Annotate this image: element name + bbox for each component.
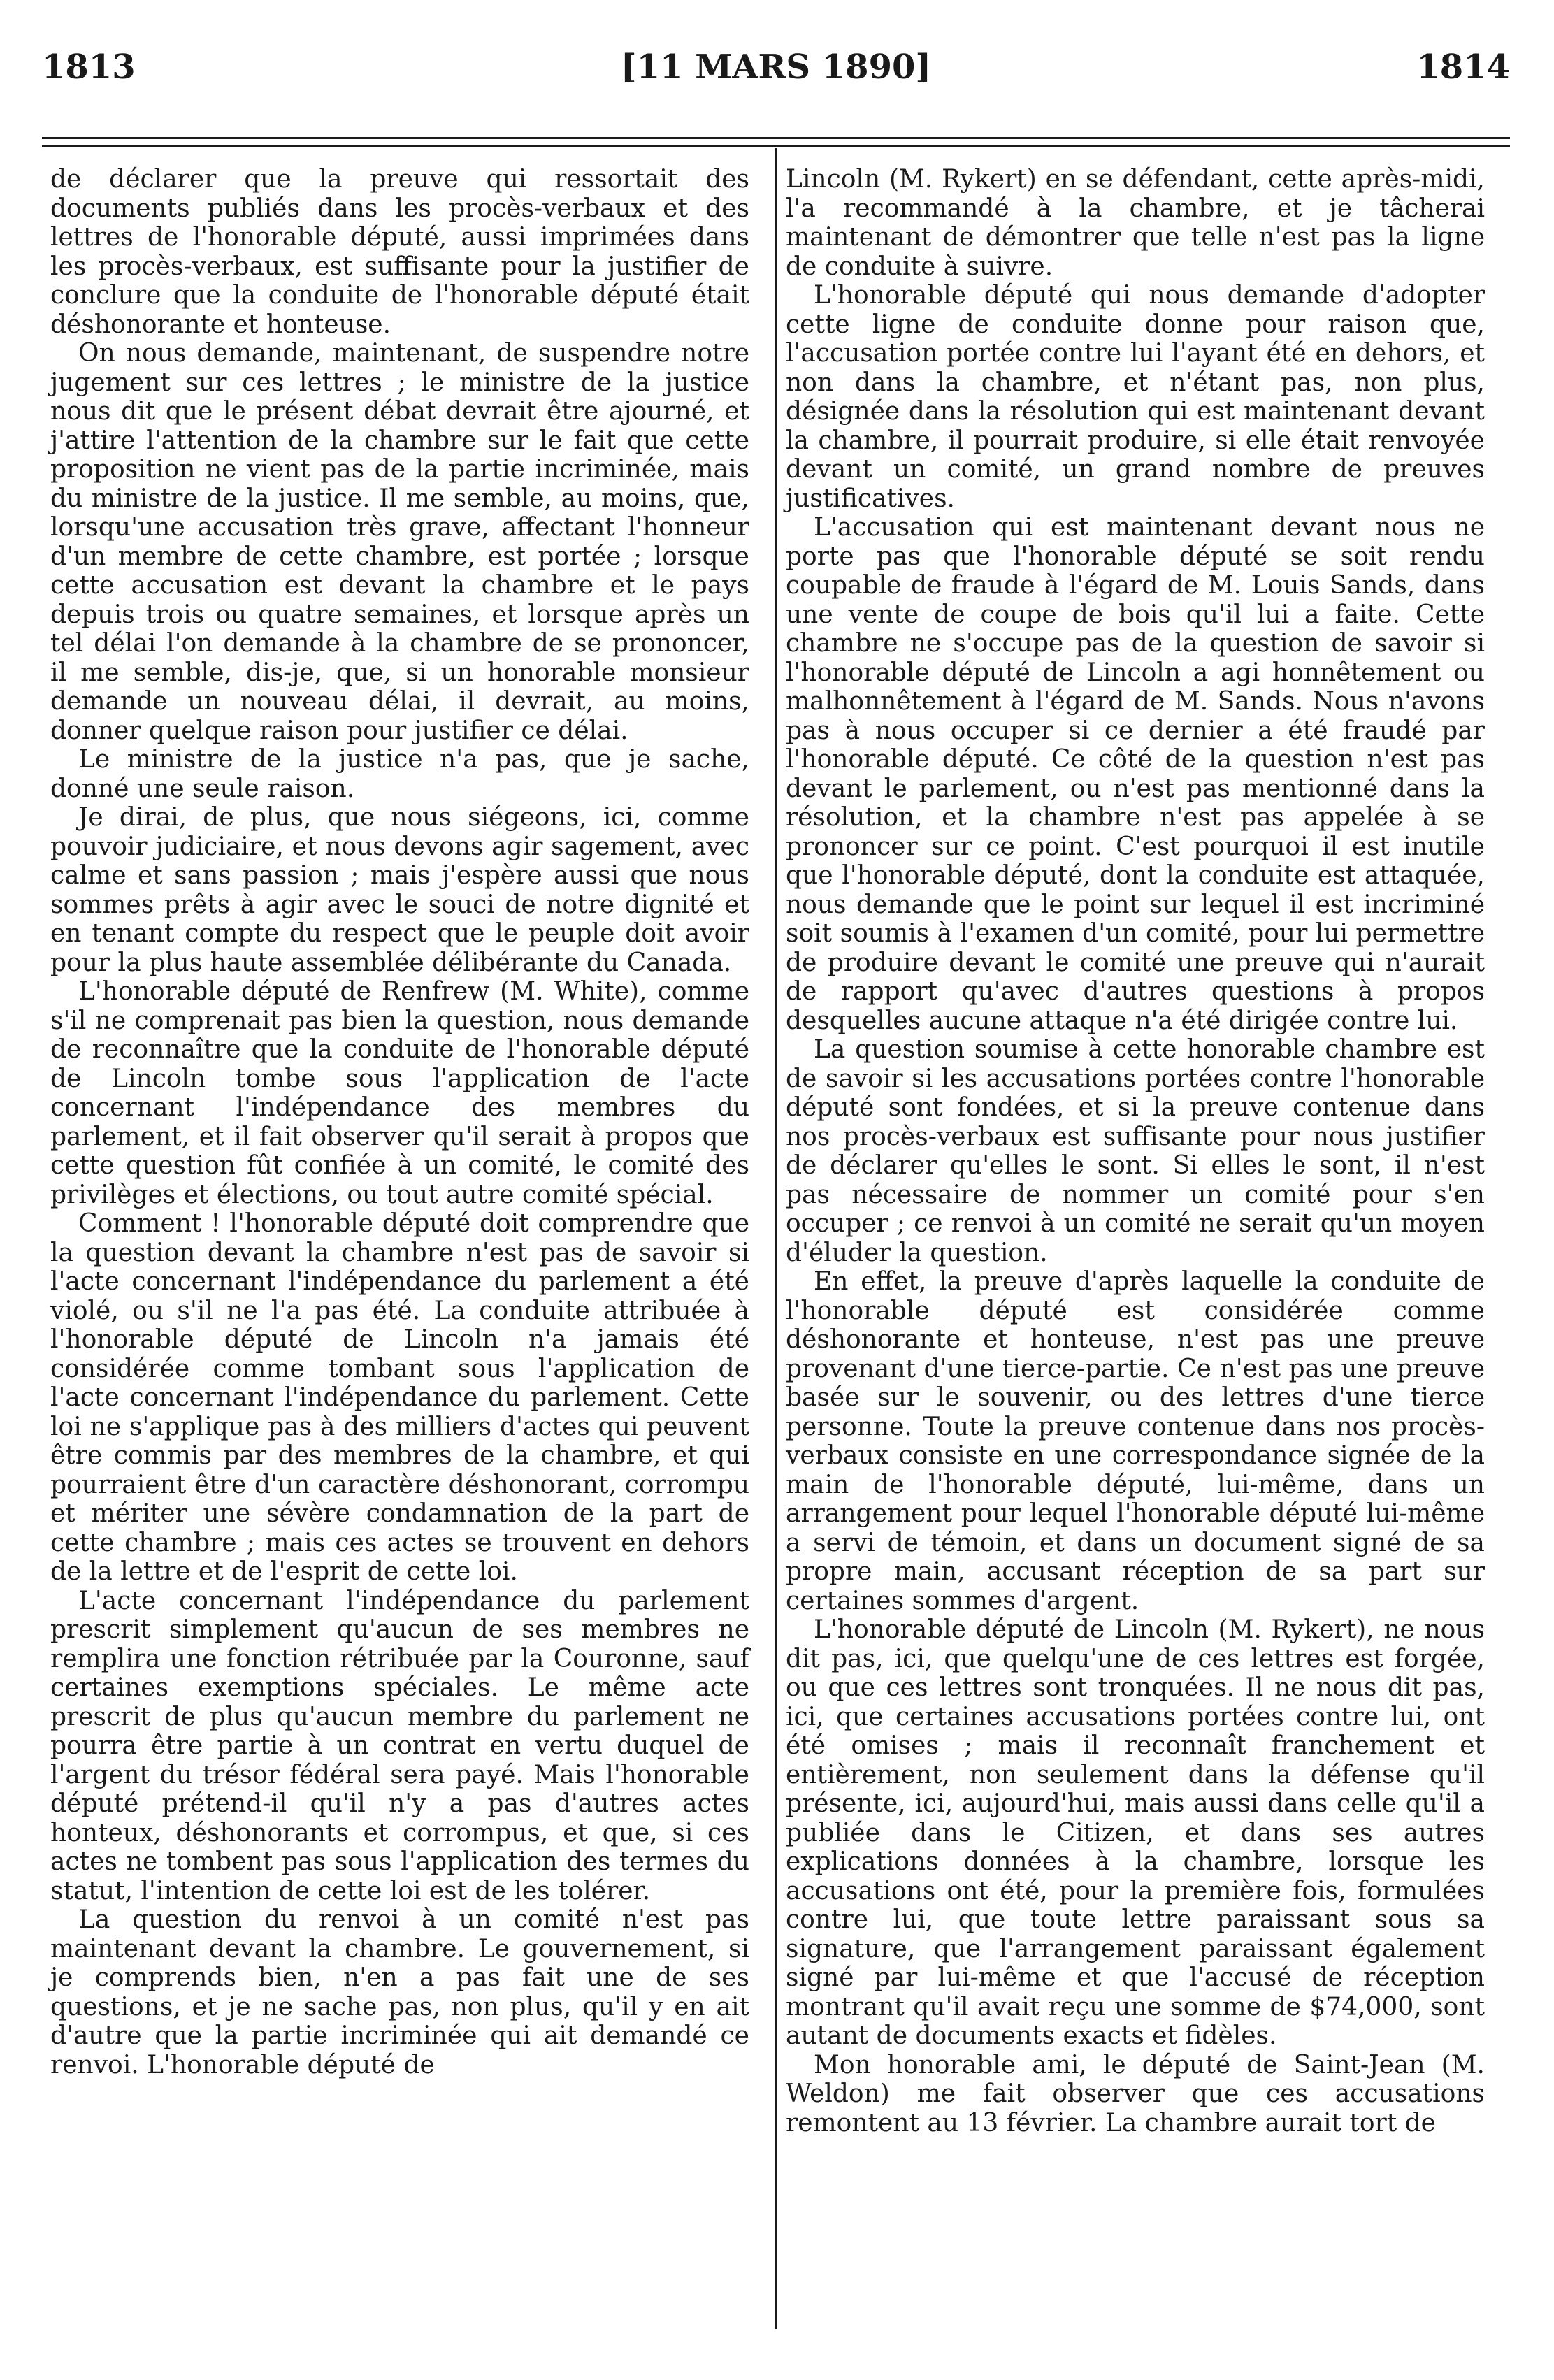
paragraph: Je dirai, de plus, que nous siégeons, ici, comme pouvoir judiciaire, et nous devons agir sagement, avec calme et sans passion ; mais j'espère aussi que nous sommes prêts à agir avec le souci de notre dignité et en tenant compte du respect que le peuple doit avoir pour la plus haute assemblée délibérante du Canada.: [50, 803, 749, 977]
paragraph: La question du renvoi à un comité n'est pas maintenant devant la chambre. Le gouvernement, si je comprends bien, n'en a pas fait une de ses questions, et je ne sache pas, non plus, qu'il y en ait d'autre que la partie incriminée qui ait demandé ce renvoi. L'honorable député de: [50, 1905, 749, 2079]
paragraph: La question soumise à cette honorable chambre est de savoir si les accusations portées contre l'honorable député sont fondées, et si la preuve contenue dans nos procès-verbaux est suffisante pour nous justifier de déclarer qu'elles le sont. Si elles le sont, il n'est pas nécessaire de nommer un comité pour s'en occuper ; ce renvoi à un comité ne serait qu'un moyen d'éluder la question.: [786, 1035, 1485, 1267]
header-rule-bottom: [42, 145, 1510, 147]
column-divider: [775, 148, 777, 2329]
paragraph: On nous demande, maintenant, de suspendre notre jugement sur ces lettres ; le ministre de la justice nous dit que le présent débat devrait être ajourné, et j'attire l'attention de la chambre sur le fait que cette proposition ne vient pas de la partie incriminée, mais du ministre de la justice. Il me semble, au moins, que, lorsqu'une accusation très grave, affectant l'honneur d'un membre de cette chambre, est portée ; lorsque cette accusation est devant la chambre et le pays depuis trois ou quatre semaines, et lorsque après un tel délai l'on demande à la chambre de se prononcer, il me semble, dis-je, que, si un honorable monsieur demande un nouveau délai, il devrait, au moins, donner quelque raison pour justifier ce délai.: [50, 339, 749, 745]
paragraph: L'honorable député de Renfrew (M. White), comme s'il ne comprenait pas bien la question, nous demande de reconnaître que la conduite de l'honorable député de Lincoln tombe sous l'application de l'acte concernant l'indépendance des membres du parlement, et il fait observer qu'il serait à propos que cette question fût confiée à un comité, le comité des privilèges et élections, ou tout autre comité spécial.: [50, 977, 749, 1209]
right-column: [786, 165, 1485, 2137]
left-column: [50, 165, 749, 2079]
paragraph: Lincoln (M. Rykert) en se défendant, cette après-midi, l'a recommandé à la chambre, et je tâcherai maintenant de démontrer que telle n'est pas la ligne de conduite à suivre.: [786, 165, 1485, 281]
left-page-number: 1813: [42, 48, 136, 87]
page-header: [42, 48, 1510, 96]
paragraph: de déclarer que la preuve qui ressortait des documents publiés dans les procès-verbaux et des lettres de l'honorable député, aussi imprimées dans les procès-verbaux, est suffisante pour la justifier de conclure que la conduite de l'honorable député était déshonorante et honteuse.: [50, 165, 749, 339]
paragraph: L'accusation qui est maintenant devant nous ne porte pas que l'honorable député se soit rendu coupable de fraude à l'égard de M. Louis Sands, dans une vente de coupe de bois qu'il lui a faite. Cette chambre ne s'occupe pas de la question de savoir si l'honorable député de Lincoln a agi honnêtement ou malhonnêtement à l'égard de M. Sands. Nous n'avons pas à nous occuper si ce dernier a été fraudé par l'honorable député. Ce côté de la question n'est pas devant le parlement, ou n'est pas mentionné dans la résolution, et la chambre n'est pas appelée à se prononcer sur ce point. C'est pourquoi il est inutile que l'honorable député, dont la conduite est attaquée, nous demande que le point sur lequel il est incriminé soit soumis à l'examen d'un comité, pour lui permettre de produire devant le comité une preuve qui n'aurait de rapport qu'avec d'autres questions à propos desquelles aucune attaque n'a été dirigée contre lui.: [786, 513, 1485, 1035]
paragraph: L'honorable député de Lincoln (M. Rykert), ne nous dit pas, ici, que quelqu'une de ces lettres est forgée, ou que ces lettres sont tronquées. Il ne nous dit pas, ici, que certaines accusations portées contre lui, ont été omises ; mais il reconnaît franchement et entièrement, non seulement dans la défense qu'il présente, ici, aujourd'hui, mais aussi dans celle qu'il a publiée dans le Citizen, et dans ses autres explications données à la chambre, lorsque les accusations ont été, pour la première fois, formulées contre lui, que toute lettre paraissant sous sa signature, que l'arrangement paraissant également signé par lui-même et que l'accusé de réception montrant qu'il avait reçu une somme de $74,000, sont autant de documents exacts et fidèles.: [786, 1615, 1485, 2050]
paragraph: L'honorable député qui nous demande d'adopter cette ligne de conduite donne pour raison que, l'accusation portée contre lui l'ayant été en dehors, et non dans la chambre, et n'étant pas, non plus, désignée dans la résolution qui est maintenant devant la chambre, il pourrait produire, si elle était renvoyée devant un comité, un grand nombre de preuves justificatives.: [786, 281, 1485, 513]
paragraph: Mon honorable ami, le député de Saint-Jean (M. Weldon) me fait observer que ces accusations remontent au 13 février. La chambre aurait tort de: [786, 2050, 1485, 2137]
right-page-number: 1814: [1416, 48, 1510, 87]
paragraph: En effet, la preuve d'après laquelle la conduite de l'honorable député est considérée comme déshonorante et honteuse, n'est pas une preuve provenant d'une tierce-partie. Ce n'est pas une preuve basée sur le souvenir, ou des lettres d'une tierce personne. Toute la preuve contenue dans nos procès-verbaux consiste en une correspondance signée de la main de l'honorable député, lui-même, dans un arrangement pour lequel l'honorable député lui-même a servi de témoin, et dans un document signé de sa propre main, accusant réception de sa part sur certaines sommes d'argent.: [786, 1267, 1485, 1615]
header-date: [11 MARS 1890]: [620, 48, 932, 87]
paragraph: Comment ! l'honorable député doit comprendre que la question devant la chambre n'est pas de savoir si l'acte concernant l'indépendance du parlement a été violé, ou s'il ne l'a pas été. La conduite attribuée à l'honorable député de Lincoln n'a jamais été considérée comme tombant sous l'application de l'acte concernant l'indépendance du parlement. Cette loi ne s'applique pas à des milliers d'actes qui peuvent être commis par des membres de la chambre, et qui pourraient être d'un caractère déshonorant, corrompu et mériter une sévère condamnation de la part de cette chambre ; mais ces actes se trouvent en dehors de la lettre et de l'esprit de cette loi.: [50, 1209, 749, 1586]
header-rule-top: [42, 137, 1510, 139]
paragraph: L'acte concernant l'indépendance du parlement prescrit simplement qu'aucun de ses membres ne remplira une fonction rétribuée par la Couronne, sauf certaines exemptions spéciales. Le même acte prescrit de plus qu'aucun membre du parlement ne pourra être partie à un contrat en vertu duquel de l'argent du trésor fédéral sera payé. Mais l'honorable député prétend-il qu'il n'y a pas d'autres actes honteux, déshonorants et corrompus, et que, si ces actes ne tombent pas sous l'application des termes du statut, l'intention de cette loi est de les tolérer.: [50, 1586, 749, 1905]
paragraph: Le ministre de la justice n'a pas, que je sache, donné une seule raison.: [50, 745, 749, 803]
